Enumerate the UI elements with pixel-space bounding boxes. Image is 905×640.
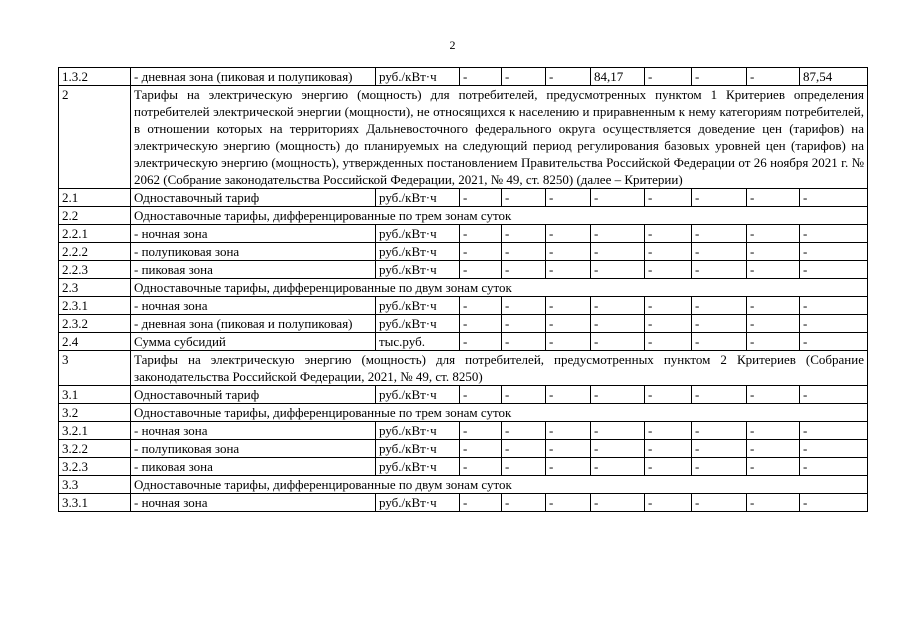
table-row <box>59 225 868 243</box>
value-cell: - <box>502 189 546 207</box>
value-cell: - <box>800 440 868 458</box>
value-cell: - <box>747 68 800 86</box>
row-number: 2.2.3 <box>59 261 131 279</box>
value-cell: - <box>502 297 546 315</box>
row-number: 3.2.3 <box>59 458 131 476</box>
section-row <box>59 404 868 422</box>
value-cell: - <box>747 422 800 440</box>
value-cell: - <box>546 315 591 333</box>
value-cell: - <box>800 422 868 440</box>
row-number: 2.2 <box>59 207 131 225</box>
table-row <box>59 297 868 315</box>
tariff-name: - пиковая зона <box>131 261 376 279</box>
row-number: 2.2.2 <box>59 243 131 261</box>
row-number: 3.3 <box>59 476 131 494</box>
value-cell: - <box>645 225 692 243</box>
value-cell: - <box>546 68 591 86</box>
value-cell: - <box>692 243 747 261</box>
value-cell: - <box>591 422 645 440</box>
row-number: 2.3 <box>59 279 131 297</box>
value-cell: - <box>692 422 747 440</box>
value-cell: - <box>460 440 502 458</box>
value-cell: - <box>502 458 546 476</box>
value-cell: - <box>460 68 502 86</box>
unit-cell: руб./кВт·ч <box>376 422 460 440</box>
value-cell: - <box>747 386 800 404</box>
section-title: Одноставочные тарифы, дифференцированные по двум зонам суток <box>131 476 868 494</box>
table-body <box>59 68 868 512</box>
value-cell: - <box>692 68 747 86</box>
value-cell: - <box>460 458 502 476</box>
value-cell: - <box>502 261 546 279</box>
value-cell: - <box>747 440 800 458</box>
value-cell: - <box>747 243 800 261</box>
row-number: 2 <box>59 86 131 189</box>
value-cell: - <box>502 315 546 333</box>
tariff-name: Сумма субсидий <box>131 333 376 351</box>
value-cell: - <box>747 458 800 476</box>
unit-cell: руб./кВт·ч <box>376 494 460 512</box>
value-cell: - <box>546 440 591 458</box>
value-cell: - <box>460 225 502 243</box>
value-cell: - <box>692 315 747 333</box>
table-row <box>59 458 868 476</box>
row-number: 3.2.1 <box>59 422 131 440</box>
value-cell: - <box>502 333 546 351</box>
section-title: Тарифы на электрическую энергию (мощность) для потребителей, предусмотренных пунктом 1 Критериев определения потребителей электрической энергии (мощности), не относящихся к населению и приравненным к нему категориям потребителей, в отношении которых на территориях Дальневосточного федерального округа осуществляется доведение цен (тарифов) на электрическую энергию (мощность) до планируемых на следующий период регулирования базовых уровней цен (тарифов) на электрическую энергию (мощность), утвержденных постановлением Правительства Российской Федерации от 26 ноября 2021 г. № 2062 (Собрание законодательства Российской Федерации, 2021, № 49, ст. 8250) (далее – Критерии) <box>131 86 868 189</box>
row-number: 3 <box>59 351 131 386</box>
section-title: Одноставочные тарифы, дифференцированные по двум зонам суток <box>131 279 868 297</box>
value-cell: - <box>692 297 747 315</box>
value-cell: - <box>591 297 645 315</box>
value-cell: - <box>591 494 645 512</box>
unit-cell: руб./кВт·ч <box>376 68 460 86</box>
value-cell: - <box>591 386 645 404</box>
table-row <box>59 494 868 512</box>
value-cell: - <box>645 440 692 458</box>
table-row <box>59 422 868 440</box>
value-cell: - <box>546 225 591 243</box>
value-cell: - <box>502 494 546 512</box>
row-number: 2.3.1 <box>59 297 131 315</box>
table-row <box>59 440 868 458</box>
value-cell: - <box>591 261 645 279</box>
value-cell: - <box>692 494 747 512</box>
value-cell: - <box>460 333 502 351</box>
value-cell: - <box>692 333 747 351</box>
value-cell: - <box>502 386 546 404</box>
tariff-name: - ночная зона <box>131 494 376 512</box>
unit-cell: руб./кВт·ч <box>376 458 460 476</box>
value-cell: - <box>747 333 800 351</box>
value-cell: - <box>800 243 868 261</box>
unit-cell: руб./кВт·ч <box>376 386 460 404</box>
value-cell: - <box>645 494 692 512</box>
value-cell: - <box>460 422 502 440</box>
page-number: 2 <box>449 38 456 52</box>
row-number: 3.2 <box>59 404 131 422</box>
table-row <box>59 333 868 351</box>
value-cell: - <box>747 189 800 207</box>
tariff-name: - ночная зона <box>131 422 376 440</box>
value-cell: - <box>800 333 868 351</box>
value-cell: - <box>692 440 747 458</box>
section-title: Одноставочные тарифы, дифференцированные по трем зонам суток <box>131 404 868 422</box>
value-cell: - <box>747 494 800 512</box>
value-cell: - <box>502 422 546 440</box>
value-cell: 87,54 <box>800 68 868 86</box>
value-cell: - <box>546 261 591 279</box>
row-number: 2.4 <box>59 333 131 351</box>
value-cell: - <box>460 261 502 279</box>
unit-cell: руб./кВт·ч <box>376 297 460 315</box>
value-cell: - <box>800 458 868 476</box>
value-cell: - <box>460 315 502 333</box>
value-cell: - <box>645 386 692 404</box>
value-cell: - <box>460 386 502 404</box>
unit-cell: тыс.руб. <box>376 333 460 351</box>
value-cell: 84,17 <box>591 68 645 86</box>
tariff-name: - дневная зона (пиковая и полупиковая) <box>131 315 376 333</box>
table-row <box>59 189 868 207</box>
tariff-name: - дневная зона (пиковая и полупиковая) <box>131 68 376 86</box>
value-cell: - <box>800 261 868 279</box>
tariff-name: - полупиковая зона <box>131 440 376 458</box>
tariff-name: - пиковая зона <box>131 458 376 476</box>
value-cell: - <box>546 458 591 476</box>
value-cell: - <box>502 440 546 458</box>
tariff-name: - ночная зона <box>131 297 376 315</box>
section-title: Одноставочные тарифы, дифференцированные по трем зонам суток <box>131 207 868 225</box>
value-cell: - <box>645 315 692 333</box>
unit-cell: руб./кВт·ч <box>376 225 460 243</box>
value-cell: - <box>460 297 502 315</box>
value-cell: - <box>546 243 591 261</box>
value-cell: - <box>546 189 591 207</box>
value-cell: - <box>502 243 546 261</box>
unit-cell: руб./кВт·ч <box>376 261 460 279</box>
section-row <box>59 476 868 494</box>
value-cell: - <box>800 297 868 315</box>
row-number: 1.3.2 <box>59 68 131 86</box>
row-number: 3.2.2 <box>59 440 131 458</box>
row-number: 3.3.1 <box>59 494 131 512</box>
tariff-name: - ночная зона <box>131 225 376 243</box>
value-cell: - <box>591 225 645 243</box>
value-cell: - <box>460 189 502 207</box>
value-cell: - <box>645 333 692 351</box>
section-title: Тарифы на электрическую энергию (мощность) для потребителей, предусмотренных пунктом 2 Критериев (Собрание законодательства Российской Федерации, 2021, № 49, ст. 8250) <box>131 351 868 386</box>
value-cell: - <box>645 422 692 440</box>
table-row <box>59 315 868 333</box>
section-row <box>59 86 868 189</box>
value-cell: - <box>591 315 645 333</box>
value-cell: - <box>546 386 591 404</box>
value-cell: - <box>747 297 800 315</box>
table-row <box>59 261 868 279</box>
table-row <box>59 68 868 86</box>
value-cell: - <box>591 333 645 351</box>
section-row <box>59 207 868 225</box>
table-row <box>59 243 868 261</box>
value-cell: - <box>800 494 868 512</box>
unit-cell: руб./кВт·ч <box>376 189 460 207</box>
value-cell: - <box>645 458 692 476</box>
value-cell: - <box>546 422 591 440</box>
value-cell: - <box>591 458 645 476</box>
row-number: 2.2.1 <box>59 225 131 243</box>
value-cell: - <box>800 386 868 404</box>
unit-cell: руб./кВт·ч <box>376 315 460 333</box>
tariff-name: Одноставочный тариф <box>131 386 376 404</box>
value-cell: - <box>460 494 502 512</box>
value-cell: - <box>747 225 800 243</box>
value-cell: - <box>645 297 692 315</box>
value-cell: - <box>747 261 800 279</box>
tariff-name: Одноставочный тариф <box>131 189 376 207</box>
value-cell: - <box>591 243 645 261</box>
value-cell: - <box>591 189 645 207</box>
tariff-table <box>58 67 868 512</box>
row-number: 2.1 <box>59 189 131 207</box>
value-cell: - <box>645 261 692 279</box>
section-row <box>59 351 868 386</box>
section-row <box>59 279 868 297</box>
value-cell: - <box>645 189 692 207</box>
value-cell: - <box>800 189 868 207</box>
value-cell: - <box>692 225 747 243</box>
value-cell: - <box>546 297 591 315</box>
value-cell: - <box>692 189 747 207</box>
unit-cell: руб./кВт·ч <box>376 440 460 458</box>
value-cell: - <box>460 243 502 261</box>
value-cell: - <box>645 243 692 261</box>
table-row <box>59 386 868 404</box>
value-cell: - <box>800 315 868 333</box>
value-cell: - <box>502 68 546 86</box>
value-cell: - <box>502 225 546 243</box>
value-cell: - <box>546 333 591 351</box>
value-cell: - <box>692 458 747 476</box>
row-number: 3.1 <box>59 386 131 404</box>
value-cell: - <box>800 225 868 243</box>
value-cell: - <box>692 386 747 404</box>
value-cell: - <box>692 261 747 279</box>
unit-cell: руб./кВт·ч <box>376 243 460 261</box>
value-cell: - <box>591 440 645 458</box>
row-number: 2.3.2 <box>59 315 131 333</box>
value-cell: - <box>645 68 692 86</box>
value-cell: - <box>747 315 800 333</box>
tariff-name: - полупиковая зона <box>131 243 376 261</box>
value-cell: - <box>546 494 591 512</box>
